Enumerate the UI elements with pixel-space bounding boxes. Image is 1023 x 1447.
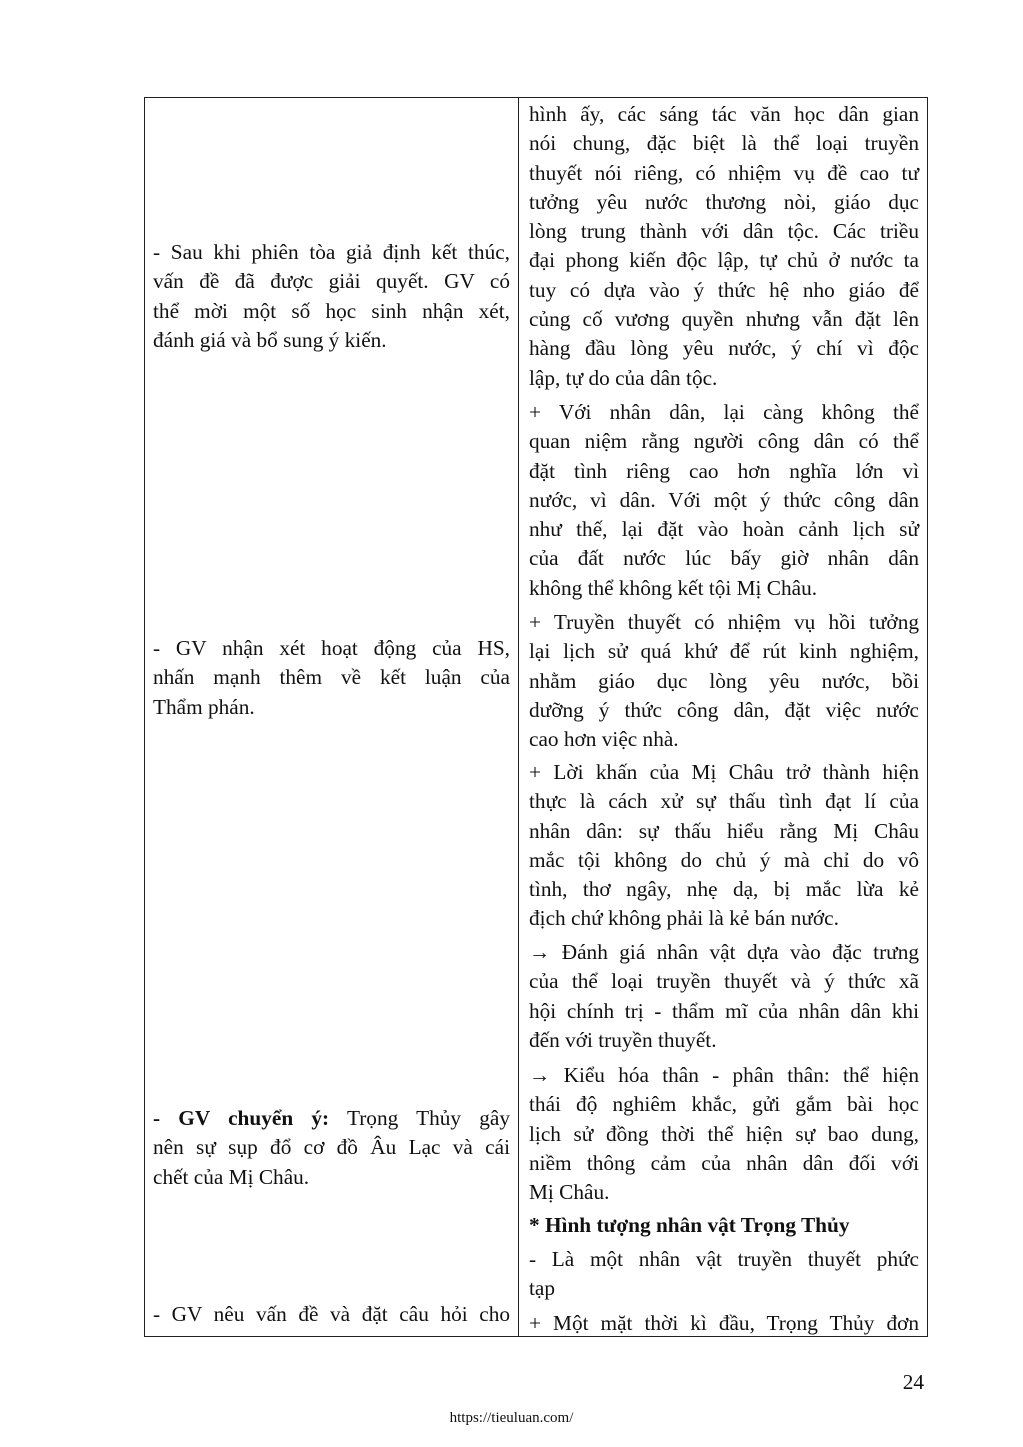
right-paragraph-7 xyxy=(529,1245,919,1304)
footer-url: https://tieuluan.com/ xyxy=(449,1410,574,1426)
left-p3-line-1: Trọng Thủy gây xyxy=(329,1106,510,1130)
right-paragraph-1-line: lòng trung thành với dân tộc. Các triều xyxy=(529,219,919,244)
right-paragraph-6-line: Mị Châu. xyxy=(529,1180,610,1205)
right-paragraph-6-line: lịch sử đồng thời thể hiện sự bao dung, xyxy=(529,1121,919,1146)
left-paragraph-4-line: - GV nêu vấn đề và đặt câu hỏi cho xyxy=(153,1302,510,1326)
right-paragraph-4-line: địch chứ không phải là kẻ bán nước. xyxy=(529,906,839,931)
heading-text: * Hình tượng nhân vật Trọng Thủy xyxy=(529,1213,850,1237)
transition-label: - GV chuyển ý: xyxy=(153,1106,330,1130)
right-paragraph-4-line: mắc tội không do chủ ý mà chỉ do vô xyxy=(529,847,919,872)
right-paragraph-6-line: niềm thông cảm của nhân dân đối với xyxy=(529,1150,919,1175)
content-table xyxy=(144,97,928,1337)
right-paragraph-1-line: nói chung, đặc biệt là thể loại truyền xyxy=(529,131,919,156)
right-paragraph-6 xyxy=(529,1061,919,1207)
left-paragraph-2-line: - GV nhận xét hoạt động của HS, xyxy=(153,636,510,660)
right-paragraph-1-line: củng cố vương quyền nhưng vẫn đặt lên xyxy=(529,307,919,332)
right-paragraph-1-line: thuyết nói riêng, có nhiệm vụ đề cao tư xyxy=(529,160,919,185)
right-paragraph-2-line: quan niệm rằng người công dân có thể xyxy=(529,429,919,454)
left-paragraph-1 xyxy=(153,238,510,355)
left-paragraph-2 xyxy=(153,634,510,722)
page-number: 24 xyxy=(902,1370,924,1394)
right-paragraph-2 xyxy=(529,398,919,603)
right-paragraph-5-line: của thể loại truyền thuyết và ý thức xã xyxy=(529,969,919,994)
right-paragraph-3-line: lại lịch sử quá khứ để rút kinh nghiệm, xyxy=(529,639,919,664)
right-paragraph-3 xyxy=(529,608,919,754)
right-paragraph-6-line: thái độ nghiêm khắc, gửi gắm bài học xyxy=(529,1092,919,1117)
right-paragraph-4-line: + Lời khấn của Mị Châu trở thành hiện xyxy=(529,760,919,784)
left-paragraph-2-line: nhấn mạnh thêm về kết luận của xyxy=(153,665,510,690)
left-p3-line-2: nên sự sụp đổ cơ đồ Âu Lạc và cái xyxy=(153,1135,510,1160)
right-paragraph-4 xyxy=(529,758,919,934)
right-paragraph-5 xyxy=(529,938,919,1055)
column-divider xyxy=(518,98,519,1336)
right-paragraph-3-line: cao hơn việc nhà. xyxy=(529,727,679,752)
right-paragraph-3-line: + Truyền thuyết có nhiệm vụ hồi tưởng xyxy=(529,610,919,634)
right-paragraph-8-line: + Một mặt thời kì đầu, Trọng Thủy đơn xyxy=(529,1311,919,1335)
right-paragraph-1-line: lập, tự do của dân tộc. xyxy=(529,365,718,390)
right-paragraph-3-line: nhằm giáo dục lòng yêu nước, bồi xyxy=(529,668,919,693)
right-paragraph-3-line: dưỡng ý thức công dân, đặt việc nước xyxy=(529,697,919,722)
right-paragraph-5-line: hội chính trị - thẩm mĩ của nhân dân khi xyxy=(529,998,919,1023)
right-paragraph-1-line: hàng đầu lòng yêu nước, ý chí vì độc xyxy=(529,336,919,361)
right-paragraph-7-line: tạp xyxy=(529,1276,556,1301)
right-paragraph-2-line: nước, vì dân. Với một ý thức công dân xyxy=(529,487,919,512)
right-paragraph-8 xyxy=(529,1309,919,1338)
right-paragraph-2-line: + Với nhân dân, lại càng không thể xyxy=(529,400,919,424)
right-heading xyxy=(529,1211,919,1240)
left-paragraph-1-line: - Sau khi phiên tòa giả định kết thúc, xyxy=(153,240,510,264)
right-paragraph-1-line: tuy có dựa vào ý thức hệ nho giáo để xyxy=(529,277,919,302)
left-paragraph-1-line: vấn đề đã được giải quyết. GV có xyxy=(153,269,510,294)
right-paragraph-2-line: không thể không kết tội Mị Châu. xyxy=(529,575,818,600)
right-paragraph-2-line: đặt tình riêng cao hơn nghĩa lớn vì xyxy=(529,458,919,483)
right-paragraph-1-line: tưởng yêu nước thương nòi, giáo dục xyxy=(529,189,919,214)
right-paragraph-1-line: hình ấy, các sáng tác văn học dân gian xyxy=(529,102,919,126)
left-p3-line-3: chết của Mị Châu. xyxy=(153,1164,310,1189)
right-paragraph-1-line: đại phong kiến độc lập, tự chủ ở nước ta xyxy=(529,248,919,273)
left-paragraph-4 xyxy=(153,1300,510,1329)
right-paragraph-7-line: - Là một nhân vật truyền thuyết phức xyxy=(529,1247,919,1271)
right-paragraph-4-line: nhân dân: sự thấu hiểu rằng Mị Châu xyxy=(529,818,919,843)
right-paragraph-2-line: như thế, lại đặt vào hoàn cảnh lịch sử xyxy=(529,517,919,542)
left-paragraph-1-line: đánh giá và bổ sung ý kiến. xyxy=(153,327,387,352)
right-paragraph-6-line: → Kiểu hóa thân - phân thân: thể hiện xyxy=(529,1063,919,1087)
left-paragraph-1-line: thể mời một số học sinh nhận xét, xyxy=(153,298,510,323)
right-paragraph-5-line: → Đánh giá nhân vật dựa vào đặc trưng xyxy=(529,940,919,964)
right-paragraph-4-line: tình, thơ ngây, nhẹ dạ, bị mắc lừa kẻ xyxy=(529,877,919,902)
right-paragraph-4-line: thực là cách xử sự thấu tình đạt lí của xyxy=(529,789,919,814)
right-paragraph-1 xyxy=(529,100,919,393)
left-paragraph-2-line: Thẩm phán. xyxy=(153,694,255,719)
right-paragraph-2-line: của đất nước lúc bấy giờ nhân dân xyxy=(529,546,919,571)
right-paragraph-5-line: đến với truyền thuyết. xyxy=(529,1027,717,1052)
left-paragraph-3 xyxy=(153,1104,510,1192)
